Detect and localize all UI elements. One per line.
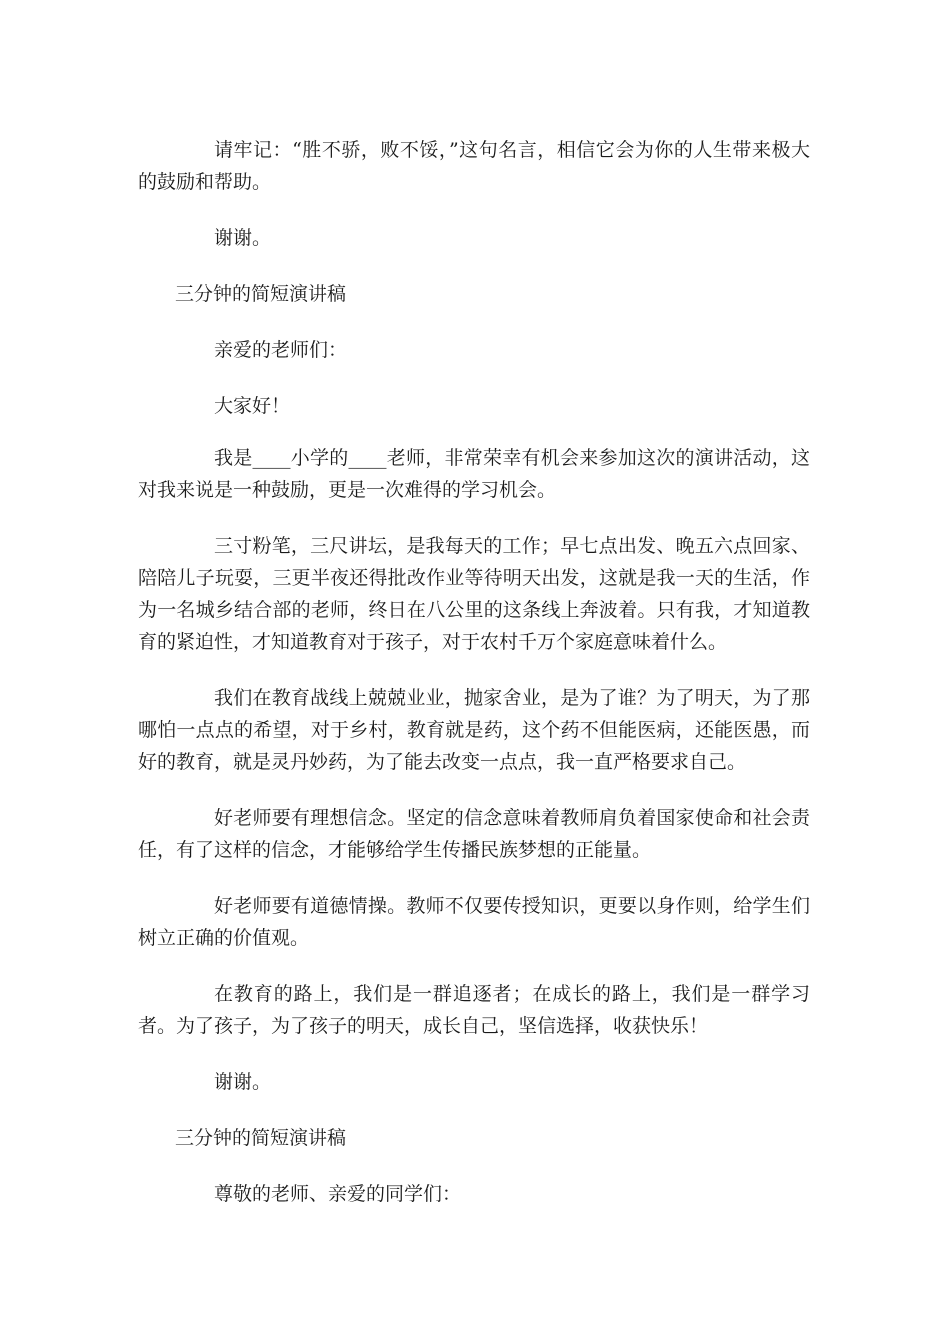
paragraph-conclusion: 在教育的路上，我们是一群追逐者；在成长的路上，我们是一群学习者。为了孩子，为了孩子的明天，成长自己，坚信选择，收获快乐！ [138, 983, 810, 1037]
paragraph-intro: 我是____小学的____老师，非常荣幸有机会来参加这次的演讲活动，这对我来说是一种鼓励，更是一次难得的学习机会。 [138, 447, 810, 501]
paragraph-thanks-2: 谢谢。 [214, 1071, 272, 1093]
section-heading-2: 三分钟的简短演讲稿 [175, 1127, 347, 1149]
paragraph-salutation-2: 尊敬的老师、亲爱的同学们： [214, 1183, 462, 1205]
paragraph-ideals: 好老师要有理想信念。坚定的信念意味着教师肩负着国家使命和社会责任，有了这样的信念，才能够给学生传播民族梦想的正能量。 [138, 807, 810, 861]
paragraph-purpose: 我们在教育战线上兢兢业业，抛家舍业，是为了谁？为了明天，为了那哪怕一点点的希望，对于乡村，教育就是药，这个药不但能医病，还能医愚，而好的教育，就是灵丹妙药，为了能去改变一点点，我一直严格要求自己。 [138, 687, 810, 773]
paragraph-closing-quote: 请牢记：“胜不骄，败不馁，”这句名言，相信它会为你的人生带来极大的鼓励和帮助。 [138, 139, 810, 193]
paragraph-greeting: 大家好！ [214, 395, 291, 417]
section-heading: 三分钟的简短演讲稿 [175, 283, 347, 305]
paragraph-daily-life: 三寸粉笔，三尺讲坛，是我每天的工作；早七点出发、晚五六点回家、陪陪儿子玩耍，三更半夜还得批改作业等待明天出发，这就是我一天的生活，作为一名城乡结合部的老师，终日在八公里的这条线上奔波着。只有我，才知道教育的紧迫性，才知道教育对于孩子，对于农村千万个家庭意味着什么。 [138, 535, 810, 653]
paragraph-morals: 好老师要有道德情操。教师不仅要传授知识，更要以身作则，给学生们树立正确的价值观。 [138, 895, 810, 949]
paragraph-thanks: 谢谢。 [214, 227, 272, 249]
paragraph-salutation: 亲爱的老师们： [214, 339, 348, 361]
